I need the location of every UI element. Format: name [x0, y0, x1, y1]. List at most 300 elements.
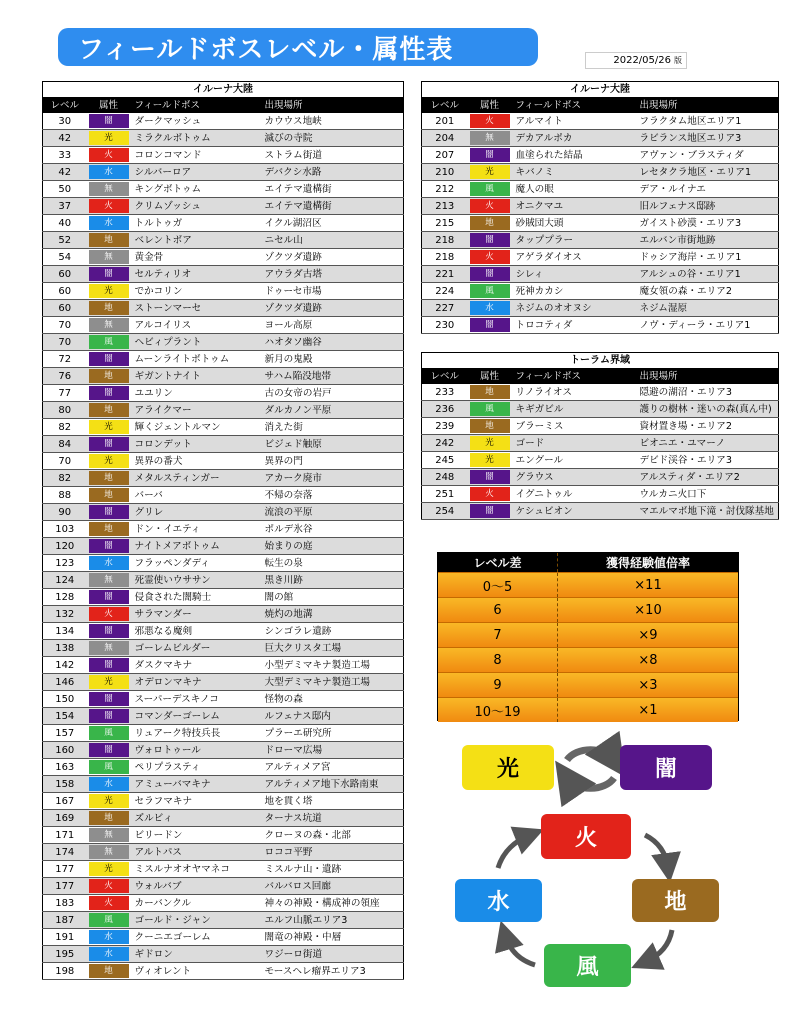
level-cell: 251 [422, 486, 468, 503]
boss-name-cell: ブラーミス [512, 418, 636, 435]
attr-badge: 風 [89, 913, 129, 927]
boss-name-cell: グリレ [131, 504, 261, 521]
attr-badge: 水 [470, 301, 510, 315]
level-cell: 60 [43, 283, 87, 300]
page-title: フィールドボスレベル・属性表 [58, 28, 538, 66]
attr-badge: 風 [470, 402, 510, 416]
place-cell: ワジーロ街道 [261, 946, 404, 963]
level-cell: 72 [43, 351, 87, 368]
place-cell: ドゥーセ市場 [261, 283, 404, 300]
place-cell: 旧ルフェナス邸跡 [636, 198, 779, 215]
level-cell: 157 [43, 725, 87, 742]
level-cell: 60 [43, 266, 87, 283]
attr-badge: 闇 [470, 470, 510, 484]
attr-badge: 無 [470, 131, 510, 145]
version-label: 版 [674, 56, 682, 65]
attr-badge: 水 [89, 777, 129, 791]
level-cell: 132 [43, 606, 87, 623]
level-cell: 40 [43, 215, 87, 232]
attr-badge: 闇 [89, 590, 129, 604]
attr-badge: 火 [89, 879, 129, 893]
boss-name-cell: 黄金骨 [131, 249, 261, 266]
place-cell: ビジェド触原 [261, 436, 404, 453]
place-cell: クローヌの森・北部 [261, 827, 404, 844]
boss-name-cell: ナイトメアボトゥム [131, 538, 261, 555]
attr-badge: 火 [470, 199, 510, 213]
attr-badge: 闇 [89, 437, 129, 451]
attr-badge: 地 [470, 385, 510, 399]
attr-badge: 無 [89, 318, 129, 332]
boss-name-cell: アルコイリス [131, 317, 261, 334]
level-cell: 236 [422, 401, 468, 418]
place-cell: イクル湖沼区 [261, 215, 404, 232]
attr-badge: 闇 [89, 267, 129, 281]
attr-badge: 地 [89, 471, 129, 485]
level-cell: 70 [43, 317, 87, 334]
place-cell: 焼灼の地溝 [261, 606, 404, 623]
place-cell: ルフェナス邸内 [261, 708, 404, 725]
place-cell: 地を貫く塔 [261, 793, 404, 810]
exp-level-diff: 6 [438, 598, 558, 622]
level-cell: 76 [43, 368, 87, 385]
col-boss: フィールドボス [512, 98, 636, 114]
place-cell: 流浪の平原 [261, 504, 404, 521]
level-cell: 124 [43, 572, 87, 589]
attr-badge: 光 [89, 675, 129, 689]
level-cell: 221 [422, 266, 468, 283]
level-cell: 227 [422, 300, 468, 317]
attr-badge: 無 [89, 182, 129, 196]
place-cell: 黒き川跡 [261, 572, 404, 589]
col-level: レベル [43, 98, 87, 114]
level-cell: 230 [422, 317, 468, 334]
attr-badge: 光 [470, 436, 510, 450]
boss-name-cell: キングボトゥム [131, 181, 261, 198]
boss-name-cell: フラッペンダディ [131, 555, 261, 572]
boss-name-cell: 異界の番犬 [131, 453, 261, 470]
col-place: 出現場所 [261, 98, 404, 114]
level-cell: 163 [43, 759, 87, 776]
exp-rate: ×9 [638, 627, 658, 643]
attr-badge: 風 [89, 335, 129, 349]
level-cell: 70 [43, 334, 87, 351]
place-cell: 小型デミマキナ製造工場 [261, 657, 404, 674]
attr-badge: 風 [470, 182, 510, 196]
boss-name-cell: リノライオス [512, 384, 636, 401]
place-cell: フラクタム地区エリア1 [636, 113, 779, 130]
place-cell: 資材置き場・エリア2 [636, 418, 779, 435]
level-cell: 195 [43, 946, 87, 963]
boss-name-cell: 輝くジェントルマン [131, 419, 261, 436]
boss-name-cell: シルバーロア [131, 164, 261, 181]
attr-badge: 地 [89, 488, 129, 502]
attr-badge: 闇 [89, 624, 129, 638]
exp-rate: ×3 [638, 677, 658, 693]
attr-badge: 水 [89, 165, 129, 179]
level-cell: 245 [422, 452, 468, 469]
element-light-badge: 光 [462, 745, 554, 790]
exp-rate: ×11 [634, 577, 662, 593]
boss-name-cell: ケシュビオン [512, 503, 636, 520]
arrow-earth-wind [645, 930, 672, 962]
level-cell: 42 [43, 164, 87, 181]
place-cell: 転生の泉 [261, 555, 404, 572]
level-cell: 160 [43, 742, 87, 759]
attr-badge: 水 [89, 556, 129, 570]
section-title: イルーナ大陸 [43, 82, 404, 98]
element-wind-badge: 風 [544, 944, 631, 987]
level-cell: 218 [422, 232, 468, 249]
boss-name-cell: ゴード [512, 435, 636, 452]
level-cell: 60 [43, 300, 87, 317]
level-cell: 177 [43, 861, 87, 878]
attr-badge: 光 [89, 284, 129, 298]
boss-name-cell: ユユリン [131, 385, 261, 402]
level-cell: 213 [422, 198, 468, 215]
boss-name-cell: ゴーレムビルダー [131, 640, 261, 657]
boss-name-cell: セルティリオ [131, 266, 261, 283]
boss-name-cell: 邪悪なる魔剣 [131, 623, 261, 640]
place-cell: アルシュの谷・エリア1 [636, 266, 779, 283]
boss-name-cell: サラマンダー [131, 606, 261, 623]
col-place: 出現場所 [636, 369, 779, 385]
boss-name-cell: 死神カカシ [512, 283, 636, 300]
level-cell: 77 [43, 385, 87, 402]
arrow-wind-water [505, 935, 535, 965]
boss-name-cell: アゲラダイオス [512, 249, 636, 266]
attr-badge: 風 [89, 726, 129, 740]
place-cell: マエルマボ地下滝・討伐隊基地 [636, 503, 779, 520]
level-cell: 142 [43, 657, 87, 674]
element-water-badge: 水 [455, 879, 542, 922]
boss-name-cell: ペリプラスティ [131, 759, 261, 776]
level-cell: 171 [43, 827, 87, 844]
place-cell: 古の女帝の岩戸 [261, 385, 404, 402]
place-cell: 大型デミマキナ製造工場 [261, 674, 404, 691]
level-cell: 82 [43, 419, 87, 436]
boss-name-cell: メタルスティンガー [131, 470, 261, 487]
attr-badge: 無 [89, 641, 129, 655]
place-cell: アカーク廃市 [261, 470, 404, 487]
attr-badge: 水 [89, 216, 129, 230]
attr-badge: 火 [470, 114, 510, 128]
boss-name-cell: ヴィオレント [131, 963, 261, 980]
place-cell: プラーエ研究所 [261, 725, 404, 742]
attr-badge: 地 [89, 233, 129, 247]
boss-name-cell: アルトパス [131, 844, 261, 861]
boss-name-cell: ヴォロトゥール [131, 742, 261, 759]
col-boss: フィールドボス [512, 369, 636, 385]
place-cell: エルバン市街地跡 [636, 232, 779, 249]
attr-badge: 闇 [89, 743, 129, 757]
place-cell: デバクシ水路 [261, 164, 404, 181]
level-cell: 215 [422, 215, 468, 232]
boss-name-cell: クリムゾッシュ [131, 198, 261, 215]
level-cell: 103 [43, 521, 87, 538]
place-cell: アルティメア地下水路南東 [261, 776, 404, 793]
boss-name-cell: オニクマユ [512, 198, 636, 215]
level-cell: 70 [43, 453, 87, 470]
level-cell: 183 [43, 895, 87, 912]
col-level: レベル [422, 98, 468, 114]
place-cell: 闇竜の神殿・中層 [261, 929, 404, 946]
element-fire-badge: 火 [541, 814, 631, 859]
level-cell: 154 [43, 708, 87, 725]
boss-name-cell: アライクマー [131, 402, 261, 419]
place-cell: ミスルナ山・遺跡 [261, 861, 404, 878]
place-cell: アルスティダ・エリア2 [636, 469, 779, 486]
boss-name-cell: タッププラー [512, 232, 636, 249]
place-cell: サハム陥没地帯 [261, 368, 404, 385]
boss-name-cell: アルマイト [512, 113, 636, 130]
boss-name-cell: ゴールド・ジャン [131, 912, 261, 929]
boss-name-cell: ミラクルボトゥム [131, 130, 261, 147]
place-cell: ドゥシア海岸・エリア1 [636, 249, 779, 266]
boss-name-cell: ドン・イエティ [131, 521, 261, 538]
boss-name-cell: ギガントナイト [131, 368, 261, 385]
attr-badge: 闇 [470, 504, 510, 518]
level-cell: 207 [422, 147, 468, 164]
level-cell: 150 [43, 691, 87, 708]
place-cell: ラビランス地区エリア3 [636, 130, 779, 147]
attr-badge: 無 [89, 573, 129, 587]
place-cell: ネジム湿原 [636, 300, 779, 317]
attr-badge: 水 [89, 947, 129, 961]
boss-name-cell: ストーンマーセ [131, 300, 261, 317]
section-title: トーラム界域 [422, 353, 779, 369]
place-cell: 滅びの寺院 [261, 130, 404, 147]
boss-name-cell: コロンデット [131, 436, 261, 453]
boss-name-cell: 砂賊団大頭 [512, 215, 636, 232]
attr-badge: 闇 [89, 386, 129, 400]
place-cell: ポルデ氷谷 [261, 521, 404, 538]
boss-name-cell: ビリードン [131, 827, 261, 844]
level-cell: 212 [422, 181, 468, 198]
attr-badge: 光 [470, 165, 510, 179]
attr-badge: 地 [89, 964, 129, 978]
level-cell: 169 [43, 810, 87, 827]
date-text: 2022/05/26 [613, 55, 671, 66]
level-cell: 82 [43, 470, 87, 487]
section-title: イルーナ大陸 [422, 82, 779, 98]
attr-badge: 地 [89, 522, 129, 536]
cycle-arrow-bottom [567, 778, 614, 788]
exp-header-diff: レベル差 [438, 553, 558, 572]
col-attr: 属性 [468, 369, 512, 385]
level-cell: 204 [422, 130, 468, 147]
place-cell: デビド渓谷・エリア3 [636, 452, 779, 469]
boss-name-cell: 侵食された闇騎士 [131, 589, 261, 606]
exp-rate: ×10 [634, 602, 662, 618]
boss-name-cell: トルトゥガ [131, 215, 261, 232]
attr-badge: 闇 [470, 318, 510, 332]
level-cell: 37 [43, 198, 87, 215]
attr-badge: 闇 [89, 709, 129, 723]
attr-badge: 地 [470, 216, 510, 230]
place-cell: モースヘレ瘤界エリア3 [261, 963, 404, 980]
arrow-fire-earth [645, 835, 668, 868]
element-earth-badge: 地 [632, 879, 719, 922]
level-cell: 138 [43, 640, 87, 657]
level-cell: 239 [422, 418, 468, 435]
place-cell: エイテマ遺構街 [261, 198, 404, 215]
attr-badge: 無 [89, 828, 129, 842]
place-cell: 不帰の奈落 [261, 487, 404, 504]
level-cell: 120 [43, 538, 87, 555]
level-cell: 198 [43, 963, 87, 980]
boss-name-cell: ベレントボア [131, 232, 261, 249]
exp-rate: ×8 [638, 652, 658, 668]
boss-name-cell: アミューバマキナ [131, 776, 261, 793]
boss-name-cell: 血塗られた結晶 [512, 147, 636, 164]
exp-level-diff: 10〜19 [438, 698, 558, 722]
boss-name-cell: ズルビィ [131, 810, 261, 827]
boss-name-cell: リュアーク特技兵長 [131, 725, 261, 742]
place-cell: カウウス地峡 [261, 113, 404, 130]
attr-badge: 火 [89, 896, 129, 910]
col-place: 出現場所 [636, 98, 779, 114]
boss-name-cell: キバノミ [512, 164, 636, 181]
boss-name-cell: ギドロン [131, 946, 261, 963]
boss-name-cell: コマンダーゴーレム [131, 708, 261, 725]
attr-badge: 地 [89, 369, 129, 383]
level-cell: 30 [43, 113, 87, 130]
boss-name-cell: バーバ [131, 487, 261, 504]
exp-header-rate: 獲得経験値倍率 [605, 556, 690, 570]
place-cell: 新月の鬼殿 [261, 351, 404, 368]
attr-badge: 無 [89, 845, 129, 859]
boss-name-cell: でかコリン [131, 283, 261, 300]
place-cell: エイテマ遺構街 [261, 181, 404, 198]
place-cell: ビオニエ・ユマーノ [636, 435, 779, 452]
level-cell: 128 [43, 589, 87, 606]
attr-badge: 闇 [470, 233, 510, 247]
boss-name-cell: トロコティダ [512, 317, 636, 334]
level-cell: 88 [43, 487, 87, 504]
boss-name-cell: オデロンマキナ [131, 674, 261, 691]
level-cell: 42 [43, 130, 87, 147]
boss-name-cell: ネジムのオオヌシ [512, 300, 636, 317]
col-level: レベル [422, 369, 468, 385]
place-cell: アヴァン・ブラスティダ [636, 147, 779, 164]
place-cell: ハオタソ幽谷 [261, 334, 404, 351]
level-cell: 210 [422, 164, 468, 181]
attr-badge: 闇 [89, 539, 129, 553]
attr-badge: 光 [89, 862, 129, 876]
place-cell: ドローマ広場 [261, 742, 404, 759]
place-cell: 怪物の森 [261, 691, 404, 708]
boss-name-cell: ミスルナオオヤマネコ [131, 861, 261, 878]
place-cell: ゾクツダ遺跡 [261, 249, 404, 266]
boss-name-cell: 魔人の眼 [512, 181, 636, 198]
boss-name-cell: グラウス [512, 469, 636, 486]
place-cell: ダルカノン平原 [261, 402, 404, 419]
level-cell: 52 [43, 232, 87, 249]
place-cell: ノヴ・ディーラ・エリア1 [636, 317, 779, 334]
boss-name-cell: ダスクマキナ [131, 657, 261, 674]
boss-name-cell: ヘビィプラント [131, 334, 261, 351]
place-cell: 始まりの庭 [261, 538, 404, 555]
attr-badge: 闇 [89, 114, 129, 128]
level-cell: 224 [422, 283, 468, 300]
place-cell: デア・ルイナエ [636, 181, 779, 198]
boss-name-cell: イグニトゥル [512, 486, 636, 503]
attr-badge: 闇 [89, 692, 129, 706]
place-cell: ロココ平野 [261, 844, 404, 861]
level-cell: 33 [43, 147, 87, 164]
cycle-arrow-top [567, 750, 614, 760]
col-attr: 属性 [468, 98, 512, 114]
boss-name-cell: 死霊使いウササン [131, 572, 261, 589]
exp-level-diff: 7 [438, 623, 558, 647]
place-cell: 護りの樹林・迷いの森(真ん中) [636, 401, 779, 418]
attr-badge: 火 [470, 487, 510, 501]
attr-badge: 闇 [470, 148, 510, 162]
place-cell: ゾクツダ遺跡 [261, 300, 404, 317]
attr-badge: 風 [89, 760, 129, 774]
boss-name-cell: エングール [512, 452, 636, 469]
level-cell: 191 [43, 929, 87, 946]
place-cell: 神々の神殿・構成神の領座 [261, 895, 404, 912]
level-cell: 242 [422, 435, 468, 452]
attr-badge: 光 [470, 453, 510, 467]
attr-badge: 無 [89, 250, 129, 264]
arrow-water-fire [498, 835, 530, 868]
place-cell: レセタクラ地区・エリア1 [636, 164, 779, 181]
level-cell: 187 [43, 912, 87, 929]
place-cell: アルティメア宮 [261, 759, 404, 776]
boss-name-cell: ダークマッシュ [131, 113, 261, 130]
attr-badge: 闇 [89, 352, 129, 366]
attr-badge: 地 [89, 301, 129, 315]
level-cell: 201 [422, 113, 468, 130]
place-cell: ニセル山 [261, 232, 404, 249]
place-cell: 異界の門 [261, 453, 404, 470]
boss-name-cell: キギガビル [512, 401, 636, 418]
boss-name-cell: スーパーデスキノコ [131, 691, 261, 708]
level-cell: 54 [43, 249, 87, 266]
attr-badge: 光 [89, 420, 129, 434]
level-cell: 174 [43, 844, 87, 861]
place-cell: バルバロス回廊 [261, 878, 404, 895]
level-cell: 134 [43, 623, 87, 640]
attr-badge: 闇 [89, 658, 129, 672]
place-cell: エルフ山脈エリア3 [261, 912, 404, 929]
boss-name-cell: ムーンライトボトゥム [131, 351, 261, 368]
boss-name-cell: ウォルバブ [131, 878, 261, 895]
place-cell: ストラム街道 [261, 147, 404, 164]
attr-badge: 地 [470, 419, 510, 433]
place-cell: ヨール高原 [261, 317, 404, 334]
level-cell: 146 [43, 674, 87, 691]
level-cell: 254 [422, 503, 468, 520]
exp-level-diff: 9 [438, 673, 558, 697]
exp-level-diff: 0〜5 [438, 573, 558, 597]
exp-rate: ×1 [638, 702, 658, 718]
place-cell: 隠避の湖沼・エリア3 [636, 384, 779, 401]
level-cell: 233 [422, 384, 468, 401]
boss-name-cell: シレィ [512, 266, 636, 283]
attr-badge: 光 [89, 454, 129, 468]
attr-badge: 水 [89, 930, 129, 944]
boss-name-cell: クーニエゴーレム [131, 929, 261, 946]
place-cell: 巨大クリスタ工場 [261, 640, 404, 657]
place-cell: ガイスト砂漠・エリア3 [636, 215, 779, 232]
level-cell: 123 [43, 555, 87, 572]
level-cell: 167 [43, 793, 87, 810]
attr-badge: 地 [89, 811, 129, 825]
boss-name-cell: カーバンクル [131, 895, 261, 912]
